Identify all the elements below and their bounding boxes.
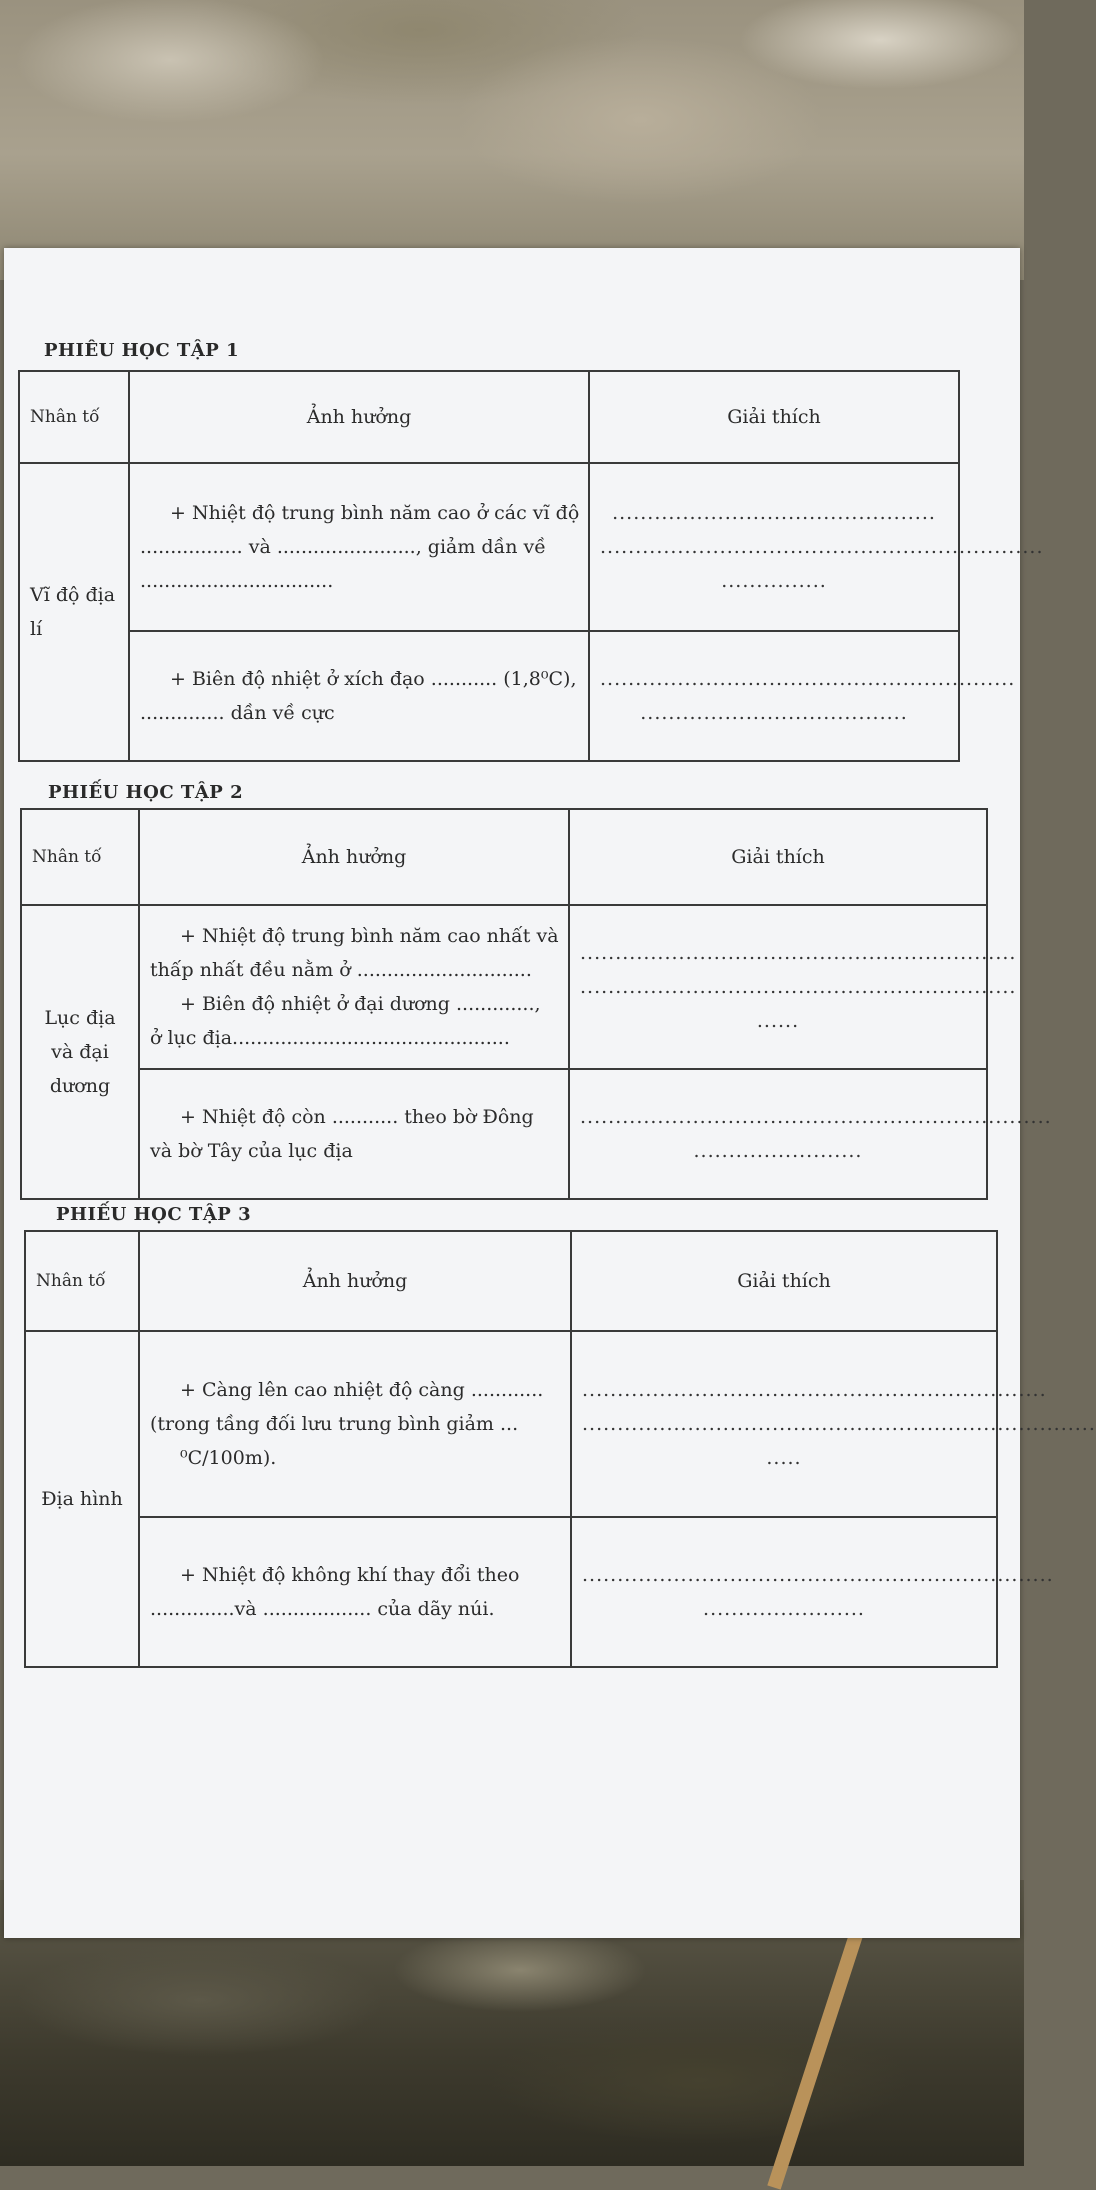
sheet-1-title: PHIÊU HỌC TẬP 1: [44, 340, 240, 361]
background-wall-top: [0, 0, 1024, 280]
effect-cell: [139, 1517, 571, 1667]
table-row: [21, 1069, 987, 1199]
sheet-1-header-row: [19, 371, 959, 463]
explain-line: .....: [766, 1447, 802, 1469]
effect-line: + Nhiệt độ trung bình năm cao ở các vĩ độ: [170, 502, 580, 524]
header-effect: Ảnh hưởng: [139, 809, 569, 905]
effect-cell: [139, 1069, 569, 1199]
table-row: [25, 1331, 997, 1517]
effect-cell: [129, 631, 589, 761]
table-row: [19, 463, 959, 631]
explain-line: ..............................................................: [580, 976, 1017, 998]
effect-line: + Biên độ nhiệt ở đại dương .............,: [180, 993, 541, 1015]
table-row: [21, 905, 987, 1069]
sheet-3-title: PHIẾU HỌC TẬP 3: [56, 1204, 252, 1225]
header-explain: Giải thích: [589, 371, 959, 463]
effect-line: + Nhiệt độ không khí thay đổi theo: [180, 1564, 520, 1586]
paper-sheet: [4, 248, 1096, 1938]
sheet-3-header-row: [25, 1231, 997, 1331]
header-factor: Nhân tố: [19, 371, 129, 463]
explain-line: ......................................: [640, 702, 908, 724]
explain-line: ...................................................................: [580, 1106, 1052, 1128]
effect-line: + Nhiệt độ còn ........... theo bờ Đông: [180, 1106, 534, 1128]
effect-line: (trong tầng đối lưu trung bình giảm ...: [150, 1413, 519, 1435]
sheet-2-title: PHIẾU HỌC TẬP 2: [48, 782, 244, 803]
sheet-1-table: [18, 370, 1044, 762]
header-effect: Ảnh hưởng: [139, 1231, 571, 1331]
effect-line: và bờ Tây của lục địa: [150, 1140, 353, 1162]
factor-cell: Địa hình: [25, 1331, 139, 1667]
effect-cell: [129, 463, 589, 631]
header-factor: Nhân tố: [25, 1231, 139, 1331]
explain-line: ...............................................................: [600, 536, 1044, 558]
explain-line: ........................: [693, 1140, 863, 1162]
factor-cell: Vĩ độ địa lí: [19, 463, 129, 761]
effect-line: + Nhiệt độ trung bình năm cao nhất và: [180, 925, 559, 947]
explain-line: ...................................................................: [582, 1564, 1054, 1586]
effect-line: thấp nhất đều nằm ở .............................: [150, 959, 532, 981]
explain-cell: [571, 1517, 1054, 1667]
sheet-2-header-row: [21, 809, 987, 905]
header-effect: Ảnh hưởng: [129, 371, 589, 463]
effect-line: ⁰C/100m).: [180, 1447, 277, 1469]
explain-line: .........................................................................: [582, 1413, 1096, 1435]
explain-cell: [569, 905, 1017, 1069]
effect-cell: [139, 905, 569, 1069]
effect-line: ..............và .................. của dãy núi.: [150, 1598, 495, 1620]
explain-cell: [589, 463, 1044, 631]
effect-cell: [139, 1331, 571, 1517]
sheet-3-table: [24, 1230, 1096, 1668]
table-row: [25, 1517, 997, 1667]
sheet-2-table: [20, 808, 1052, 1200]
explain-line: ...........................................................: [600, 668, 1016, 690]
effect-line: ................................: [140, 570, 334, 592]
explain-line: ..............................................: [612, 502, 936, 524]
explain-line: ...............: [721, 570, 827, 592]
explain-cell: [569, 1069, 1052, 1199]
factor-cell: Lục địa và đại dương: [21, 905, 139, 1199]
effect-line: ................. và ......................., giảm dần về: [140, 536, 546, 558]
explain-cell: [589, 631, 1016, 761]
table-row: [19, 631, 959, 761]
explain-line: ..............................................................: [580, 942, 1017, 964]
header-explain: Giải thích: [571, 1231, 997, 1331]
header-factor: Nhân tố: [21, 809, 139, 905]
effect-line: ở lục địa..............................................: [150, 1027, 510, 1049]
explain-line: .......................: [703, 1598, 865, 1620]
explain-line: ..................................................................: [582, 1379, 1047, 1401]
effect-line: .............. dần về cực: [140, 702, 335, 724]
header-explain: Giải thích: [569, 809, 987, 905]
effect-line: + Càng lên cao nhiệt độ càng ............: [180, 1379, 544, 1401]
explain-cell: [571, 1331, 1096, 1517]
effect-line: + Biên độ nhiệt ở xích đạo ........... (1,8⁰C),: [170, 668, 577, 690]
explain-line: ......: [756, 1010, 800, 1032]
